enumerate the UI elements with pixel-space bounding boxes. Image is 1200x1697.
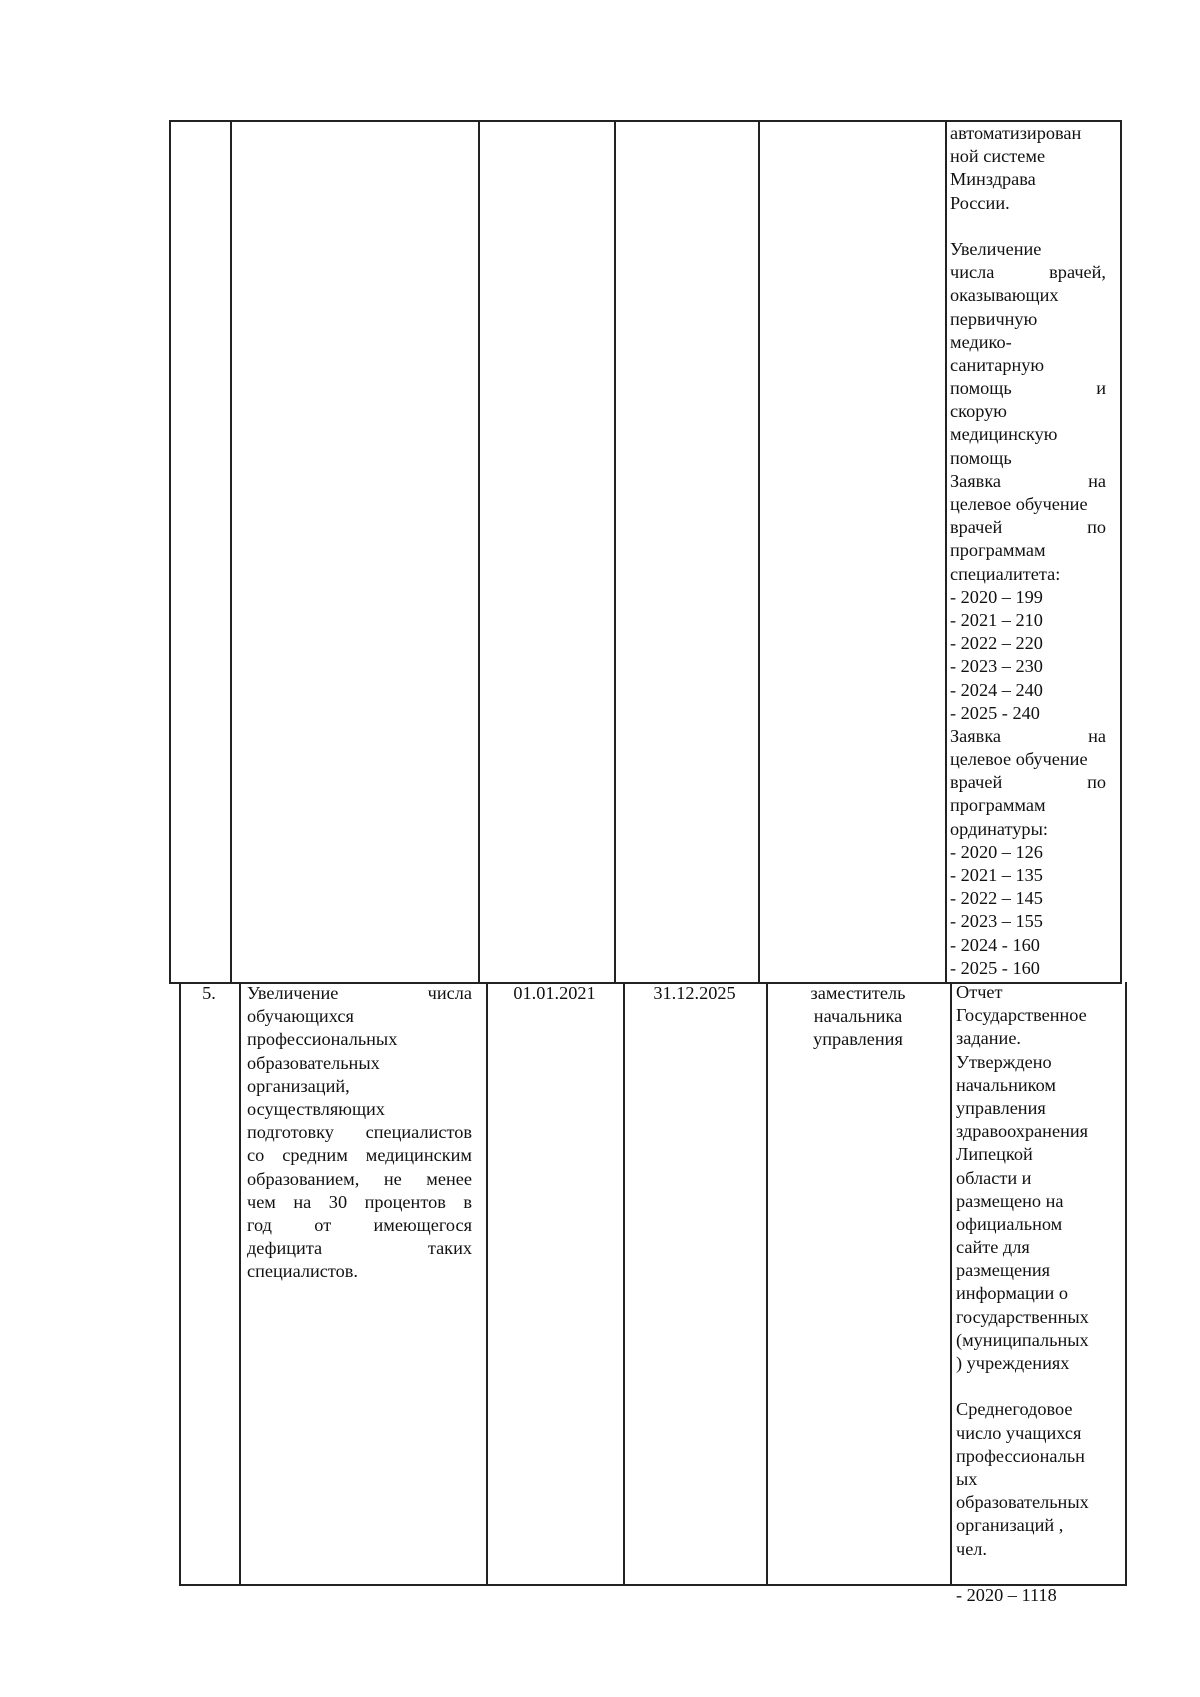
text-line: организаций , (956, 1515, 1064, 1536)
word: и (1096, 378, 1106, 399)
text-line: сайте для (956, 1237, 1030, 1258)
row-number: 5. (202, 983, 216, 1003)
text-line: - 2025 - 160 (950, 957, 1040, 978)
text-line: осуществляющих (247, 1098, 385, 1119)
text-line: целевое обучение (950, 494, 1088, 514)
word: на (1088, 725, 1106, 746)
text-line: программам (950, 540, 1046, 561)
text-line: помощь (950, 447, 1012, 468)
word: по (1087, 517, 1106, 538)
text-line: - 2020 – 126 (950, 841, 1043, 862)
text-line: - 2022 – 220 (950, 633, 1043, 654)
text-line: ординатуры: (950, 818, 1048, 839)
text-line: целевое обучение (950, 749, 1088, 770)
word: имеющегося (373, 1214, 472, 1235)
text-line: оказывающих (950, 285, 1059, 306)
text-line (950, 261, 1106, 284)
text-line: образовательных (956, 1492, 1089, 1513)
text-line: санитарную (950, 354, 1045, 375)
text-line: - 2020 – 1118 (956, 1584, 1057, 1605)
text-line: управления (956, 1097, 1046, 1118)
col-border (950, 982, 952, 1586)
text-line: - 2020 – 199 (950, 586, 1043, 607)
text-line: специалитета: (950, 563, 1061, 584)
text-line (247, 1168, 472, 1191)
col-border (169, 120, 171, 984)
col-border (230, 120, 232, 984)
word: медицинским (365, 1145, 472, 1166)
col-border (239, 982, 241, 1586)
text-line: профессиональных (247, 1029, 398, 1050)
text-line: Государственное (956, 1005, 1087, 1026)
word: 30 (328, 1191, 348, 1212)
text-line: программам (950, 795, 1046, 816)
end-date: 31.12.2025 (653, 983, 736, 1003)
word: менее (426, 1168, 472, 1189)
text-line: - 2025 - 240 (950, 702, 1040, 723)
col-border (945, 120, 947, 984)
word: числа (950, 262, 995, 283)
word: Заявка (950, 725, 1002, 746)
col-border (179, 982, 181, 1586)
text-line: (муниципальных (956, 1329, 1089, 1350)
result-indicator-cell (956, 981, 1108, 1607)
text-line: - 2021 – 135 (950, 865, 1043, 885)
col-border (478, 120, 480, 984)
text-line: - 2023 – 230 (950, 656, 1043, 677)
text-line: чел. (956, 1538, 988, 1559)
start-date: 01.01.2021 (513, 983, 596, 1003)
text-line: Минздрава (950, 169, 1036, 190)
text-line: - 2024 - 160 (950, 934, 1040, 955)
word: Увеличение (247, 983, 339, 1003)
word: в (463, 1191, 472, 1212)
text-line: - 2023 – 155 (950, 911, 1043, 932)
word: средним (282, 1145, 348, 1166)
text-line: первичную (950, 308, 1038, 329)
blank-line (956, 1561, 1108, 1584)
word: помощь (950, 378, 1012, 399)
word: со (247, 1145, 265, 1166)
word: специалистов (365, 1122, 472, 1143)
col-border (1125, 982, 1127, 1586)
text-line (950, 470, 1106, 493)
word: врачей, (1049, 262, 1106, 283)
text-line: медико- (950, 331, 1012, 352)
col-border (1120, 120, 1122, 984)
text-line: скорую (950, 401, 1007, 422)
text-line: ной системе (950, 146, 1046, 167)
text-line (950, 725, 1106, 748)
text-line: размещено на (956, 1190, 1064, 1211)
text-line (247, 1237, 472, 1260)
text-line (247, 982, 472, 1005)
text-line: Среднегодовое (956, 1399, 1073, 1420)
text-line: здравоохранения (956, 1121, 1089, 1142)
col-border (614, 120, 616, 984)
text-line: число учащихся (956, 1422, 1082, 1443)
text-line (247, 1144, 472, 1167)
blank-line (956, 1375, 1108, 1398)
word: врачей (950, 772, 1003, 793)
continued-result-cell (950, 122, 1106, 980)
text-line: государственных (956, 1306, 1089, 1327)
word: год (247, 1214, 272, 1235)
text-line: организаций, (247, 1075, 350, 1096)
text-line (950, 771, 1106, 794)
text-line (950, 377, 1106, 400)
col-border (766, 982, 768, 1586)
text-line (247, 1191, 472, 1214)
text-line: - 2021 – 210 (950, 609, 1043, 630)
measure-description-cell (247, 982, 472, 1283)
text-line: медицинскую (950, 424, 1058, 445)
text-line: - 2024 – 240 (950, 679, 1043, 700)
text-line: ых (956, 1468, 978, 1489)
word: образованием, (247, 1168, 360, 1189)
col-border (623, 982, 625, 1586)
col-border (486, 982, 488, 1586)
text-line: России. (950, 192, 1010, 213)
text-line (247, 1121, 472, 1144)
blank-line (950, 215, 1106, 238)
word: числа (427, 983, 472, 1003)
text-line: Увеличение (950, 238, 1042, 259)
text-line: начальником (956, 1074, 1056, 1095)
text-line: информации о (956, 1283, 1069, 1304)
word: чем (247, 1191, 276, 1212)
text-line: задание. (956, 1028, 1022, 1049)
text-line: Липецкой (956, 1144, 1033, 1165)
text-line: области и (956, 1167, 1032, 1188)
text-line: обучающихся (247, 1006, 354, 1027)
word: не (383, 1168, 402, 1189)
text-line: начальника (813, 1006, 903, 1027)
text-line: ) учреждениях (956, 1353, 1070, 1373)
word: таких (427, 1238, 472, 1259)
text-line: Утверждено (956, 1051, 1052, 1072)
text-line: заместитель (810, 983, 906, 1003)
text-line: образовательных (247, 1052, 380, 1073)
text-line: официальном (956, 1213, 1063, 1234)
text-line: Отчет (956, 982, 1003, 1002)
text-line: профессиональн (956, 1445, 1085, 1466)
word: процентов (364, 1191, 446, 1212)
text-line: размещения (956, 1260, 1051, 1281)
word: Заявка (950, 470, 1002, 491)
text-line: специалистов. (247, 1261, 358, 1282)
col-border (758, 120, 760, 984)
text-line (950, 516, 1106, 539)
text-line: управления (813, 1029, 903, 1050)
word: дефицита (247, 1238, 323, 1259)
text-line: автоматизирован (950, 123, 1082, 143)
text-line (247, 1214, 472, 1237)
word: по (1087, 772, 1106, 793)
text-line: - 2022 – 145 (950, 888, 1043, 909)
word: подготовку (247, 1122, 334, 1143)
responsible-person-cell (766, 982, 950, 1052)
word: от (314, 1214, 332, 1235)
word: на (1088, 470, 1106, 491)
word: врачей (950, 517, 1003, 538)
word: на (293, 1191, 312, 1212)
